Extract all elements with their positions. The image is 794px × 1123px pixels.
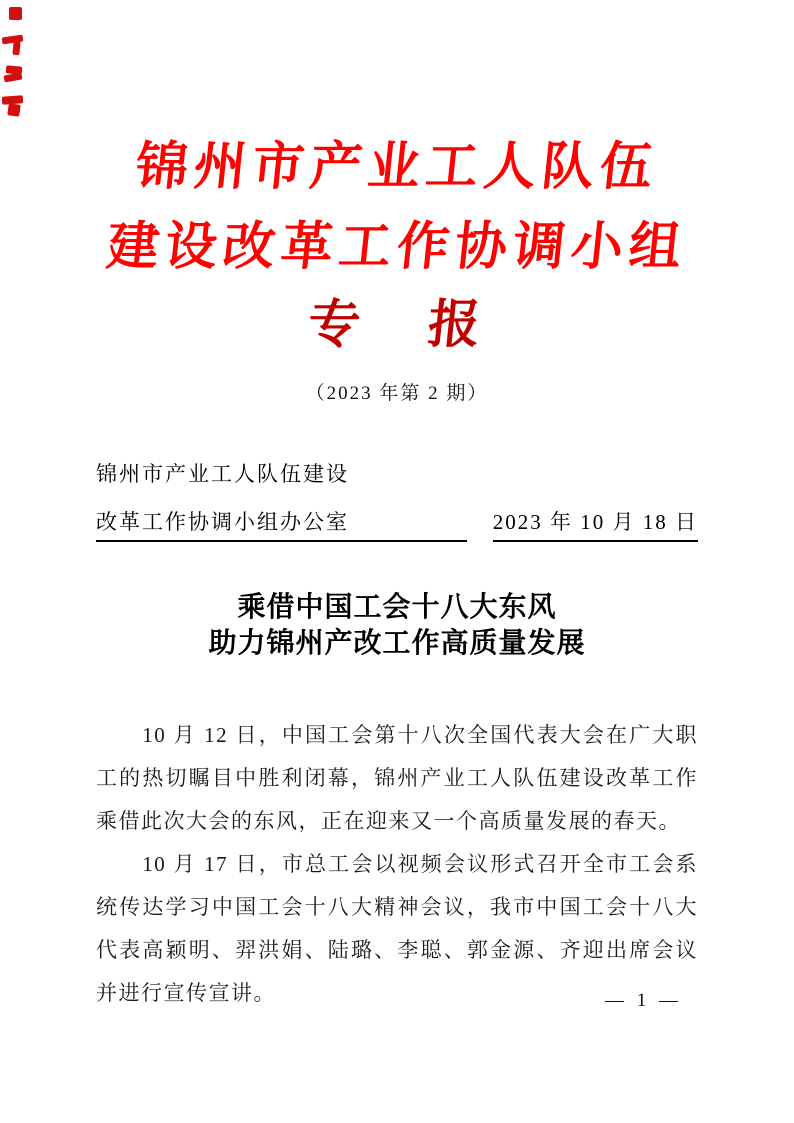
red-ink-mark (7, 103, 21, 117)
article-title-line-2: 助力锦州产改工作高质量发展 (208, 628, 586, 659)
issue-number: （2023 年第 2 期） (305, 383, 489, 404)
sender-org-line-2: 改革工作协调小组办公室 (96, 507, 467, 542)
red-ink-fragments (0, 0, 40, 130)
red-ink-mark (9, 7, 22, 20)
masthead-char-zhuan: 专 (305, 297, 370, 354)
masthead-line-2: 建设改革工作协调小组 (104, 219, 691, 276)
masthead-line-1: 锦州市产业工人队伍 (133, 139, 662, 196)
article-title-line-1: 乘借中国工会十八大东风 (237, 592, 557, 623)
sender-date-row (96, 507, 698, 542)
sender-block (96, 459, 698, 542)
masthead-char-bao: 报 (425, 297, 490, 354)
sender-org-line-1: 锦州市产业工人队伍建设 (96, 462, 349, 486)
article-title (96, 590, 698, 662)
article-body (96, 714, 698, 1015)
red-ink-mark (4, 72, 23, 82)
page-number: — 1 — (605, 990, 682, 1011)
issue-date: 2023 年 10 月 18 日 (493, 507, 698, 542)
body-paragraph: 10 月 17 日，市总工会以视频会议形式召开全市工会系统传达学习中国工会十八大精神会议，我市中国工会十八大代表高颖明、羿洪娟、陆璐、李聪、郭金源、齐迎出席会议并进行宣传宣讲。 (96, 852, 698, 1005)
masthead (96, 0, 698, 364)
body-paragraph: 10 月 12 日，中国工会第十八次全国代表大会在广大职工的热切瞩目中胜利闭幕，锦州产业工人队伍建设改革工作乘借此次大会的东风，正在迎来又一个高质量发展的春天。 (96, 723, 698, 833)
masthead-line-3 (92, 288, 702, 364)
red-ink-mark (12, 41, 20, 56)
